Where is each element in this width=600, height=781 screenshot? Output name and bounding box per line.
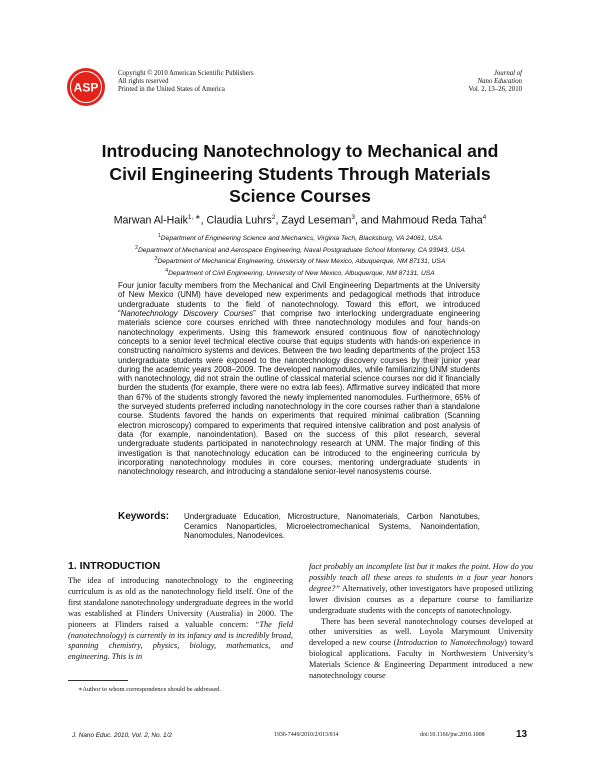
section-heading: 1. INTRODUCTION bbox=[68, 560, 161, 572]
right-column bbox=[309, 562, 533, 682]
journal-line-2: Nano Education bbox=[477, 78, 522, 86]
printed-line: Printed in the United States of America bbox=[118, 86, 225, 94]
affiliation-sup: 1 bbox=[158, 233, 161, 239]
intro-text: There has been several nanotechnology courses developed at other universities as well. Loyola Marymount University developed a new course ( bbox=[309, 616, 533, 648]
footer-citation: J. Nano Educ. 2010, Vol. 2, No. 1/2 bbox=[72, 732, 172, 739]
title-line-3: Science Courses bbox=[229, 186, 371, 206]
journal-info bbox=[469, 70, 523, 95]
affiliation-sup: 2 bbox=[135, 244, 138, 251]
keywords bbox=[118, 512, 480, 541]
author-sup: 1, ∗ bbox=[187, 214, 201, 221]
abstract-italic: Nanotechnology Discovery Courses bbox=[120, 308, 254, 318]
asp-logo bbox=[66, 67, 106, 107]
affiliation-text: Department of Mechanical and Aerospace Engineering, Naval Postgraduate School Monterey, CA 93943, USA bbox=[137, 246, 465, 254]
author-name: Zayd Leseman bbox=[281, 214, 352, 227]
author-name: Mahmoud Reda Taha bbox=[381, 214, 483, 227]
keywords-label: Keywords: bbox=[118, 511, 170, 522]
logo-text: ASP bbox=[73, 80, 99, 95]
intro-italic: Introduction to Nanotechnology bbox=[396, 638, 505, 648]
author-sep: , and bbox=[355, 214, 382, 227]
journal-volume: Vol. 2, 13–26, 2010 bbox=[468, 86, 522, 94]
intro-quote: “The field (nanotechnology) is currently in its infancy and is incredibly broad, spanning chemistry, physics, biology, mathematics, and engineering. This is in bbox=[68, 619, 293, 662]
affiliation bbox=[60, 232, 540, 244]
author-sup: 3 bbox=[351, 214, 356, 221]
footer-ids: 1936-7449/2010/2/013/014 bbox=[274, 732, 339, 738]
intro-quote: fact probably an incomplete list but it makes the point. How do you possibly teach all these areas to students in a four year honors degree?” bbox=[309, 562, 533, 593]
publisher-info bbox=[118, 70, 254, 95]
page-number: 13 bbox=[516, 729, 528, 740]
affiliation-sup: 4 bbox=[165, 267, 169, 274]
author-sup: 2 bbox=[271, 214, 276, 221]
paper-title bbox=[70, 140, 530, 208]
affiliation-text: Department of Civil Engineering, University of New Mexico, Albuquerque, NM 87131, USA bbox=[168, 269, 435, 277]
intro-text: Alternatively, other investigators have proposed utilizing lower division courses as a departure course to familiarize undergraduate students with the concepts of nanotechnology. bbox=[309, 583, 533, 615]
copyright-line: Copyright © 2010 American Scientific Publishers bbox=[118, 70, 254, 77]
intro-text: ) toward biological applications. Faculty in Northwestern University’s Materials Science & Engineering Department introduced a new nanotechnology course bbox=[309, 638, 533, 681]
author-name: Marwan Al-Haik bbox=[113, 214, 188, 227]
abstract-part: ” that comprise two interlocking undergraduate engineering materials science core courses enriched with three nanotechnology modules and four hands-on nanotechnology experiments. Using this framework ensured continuous flow of nanotechnology concepts to a senior level technical elective course that equips students with hands-on experience in constructing nano/micro systems and devices. Between the two leading departments of the project 153 undergraduate students were exposed to the nanotechnology discovery courses by their junior year during the academic years 2008–2009. The developed nanomodules, while familiarizing UNM students with nanotechnology, did not strain the outline of classical material science courses nor did it financially burden the students (for example, there were no extra lab fees). Affirmative survey indicated that more than 67% of the students strongly favored the newly implemented nanomodules. Furthermore, 65% of the surveyed students preferred including nanotechnology in the core courses rather than a standalone course. Students favored the hands on experiments that required minimal calibration (Scanning electron microscopy) compared to experiments that required intensive calibration and post analysis of data (for example, nanoindentation). Based on the success of this pilot research, several undergraduate students participated in nanotechnology research at UNM. The major finding of this investigation is that nanotechnology education can be introduced to the engineering curricula by incorporating nanotechnology modules in core courses, mentoring undergraduate students in nanotechnology research, and introducing a standalone senior-level nanosystems course. bbox=[118, 308, 480, 477]
intro-text: The idea of introducing nanotechnology to the engineering curriculum is as old as the nanotechnology field itself. One of the first standalone nanotechnology undergraduate degrees in the world was established at Flinders University (Australia) in 2000. The pioneers at Flinders raised a valuable concern: bbox=[68, 576, 293, 629]
author-sup: 4 bbox=[482, 214, 487, 221]
title-line-2: Civil Engineering Students Through Materials bbox=[109, 163, 491, 184]
abstract-part: Four junior faculty members from the Mechanical and Civil Engineering Departments at the University of New Mexico (UNM) have developed new experiments and pedagogical methods that introduce undergraduate students to the field of nanotechnology. Toward this effort, we introduced “ bbox=[118, 281, 480, 318]
journal-line-1: Journal of bbox=[493, 70, 522, 77]
affiliation-text: Department of Mechanical Engineering, University of New Mexico, Albuquerque, NM 87131, USA bbox=[157, 258, 446, 266]
intro-paragraph bbox=[68, 576, 293, 663]
rights-line: All rights reserved bbox=[118, 78, 169, 86]
intro-paragraph bbox=[309, 562, 533, 617]
footer-doi: doi:10.1166/jne.2010.1008 bbox=[420, 732, 485, 738]
author-sep: , bbox=[275, 214, 282, 227]
affiliation-text: Department of Engineering Science and Mechanics, Virginia Tech, Blacksburg, VA 24061, USA bbox=[160, 235, 442, 243]
title-line-1: Introducing Nanotechnology to Mechanical and bbox=[101, 141, 499, 161]
affiliation-sup: 3 bbox=[154, 256, 158, 263]
author-list bbox=[60, 211, 540, 228]
keywords-text: Undergraduate Education, Microstructure, Nanomaterials, Carbon Nanotubes, Ceramics Nanoparticles, Microelectromechanical Systems, Nanoindentation, Nanomodules, Nanodevices. bbox=[184, 512, 480, 541]
author-sep: , bbox=[200, 214, 207, 227]
watermark: ASP bbox=[400, 316, 469, 413]
footnote-rule bbox=[68, 680, 128, 681]
author-name: Claudia Luhrs bbox=[206, 214, 272, 227]
left-column bbox=[68, 576, 293, 663]
intro-paragraph bbox=[309, 617, 533, 682]
footnote: ∗Author to whom correspondence should be addressed. bbox=[78, 686, 221, 693]
